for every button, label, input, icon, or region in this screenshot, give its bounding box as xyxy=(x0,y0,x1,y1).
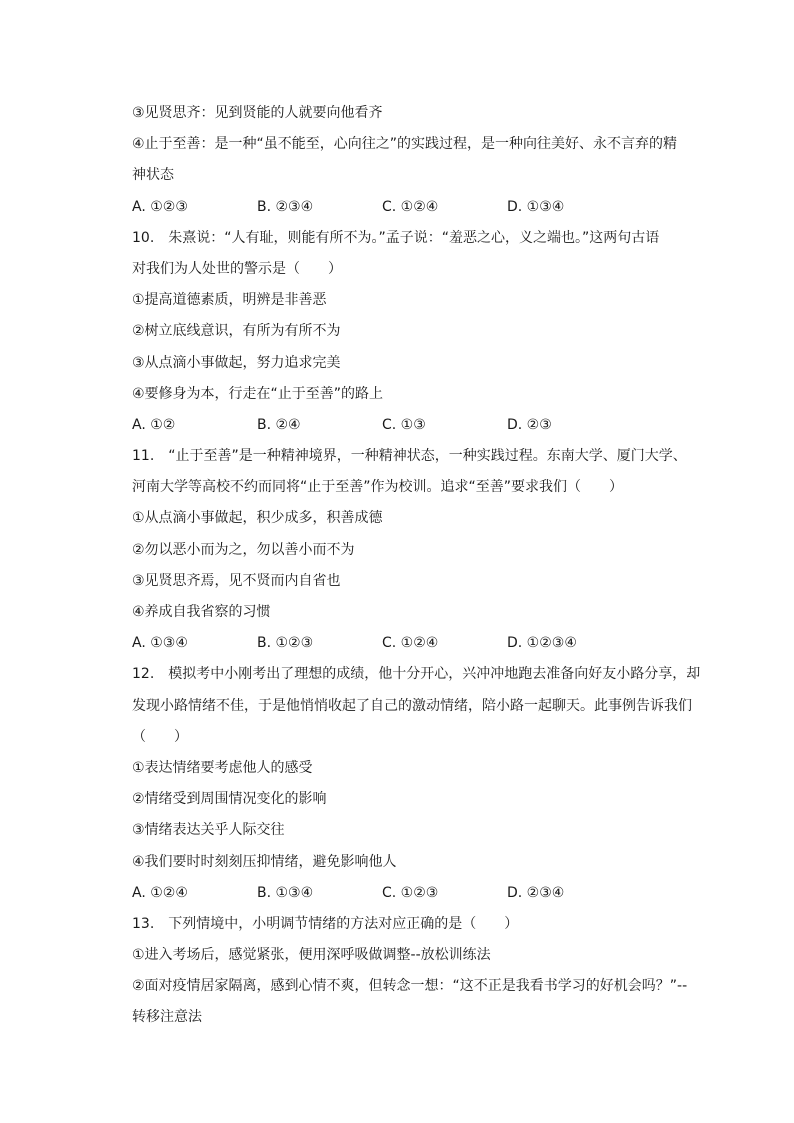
option-c[interactable]: C. ①②④ xyxy=(382,635,439,652)
question-12 xyxy=(132,659,701,909)
question-12-stem-line-3: （ ） xyxy=(132,728,188,745)
question-12-item-3: ③情绪表达关乎人际交往 xyxy=(132,822,285,839)
question-12-item-2: ②情绪受到周围情况变化的影响 xyxy=(132,791,327,808)
option-d[interactable]: D. ①②③④ xyxy=(507,635,577,652)
option-b[interactable]: B. ①③④ xyxy=(257,884,314,901)
option-a[interactable]: A. ①②④ xyxy=(132,884,188,901)
question-10-stem-line-2: 对我们为人处世的警示是（ ） xyxy=(132,260,342,277)
question-11-stem-line-2: 河南大学等高校不约而同将“止于至善”作为校训。追求“至善”要求我们（ ） xyxy=(132,479,624,496)
question-10-options xyxy=(132,410,692,441)
question-10-item-3: ③从点滴小事做起，努力追求完美 xyxy=(132,354,341,371)
question-12-item-4: ④我们要时时刻刻压抑情绪，避免影响他人 xyxy=(132,853,397,870)
option-b[interactable]: B. ②④ xyxy=(257,416,301,433)
question-9-tail xyxy=(132,98,692,223)
question-13-item-2: ②面对疫情居家隔离，感到心情不爽，但转念一想：“这不正是我看书学习的好机会吗？”-- xyxy=(132,978,688,995)
question-13 xyxy=(132,909,692,1034)
question-10-item-1: ①提高道德素质，明辨是非善恶 xyxy=(132,292,327,309)
question-10 xyxy=(132,223,692,441)
option-a[interactable]: A. ①③④ xyxy=(132,635,188,652)
option-c[interactable]: C. ①②③ xyxy=(382,884,439,901)
question-12-stem-line-1: 12. 模拟考中小刚考出了理想的成绩，他十分开心，兴冲冲地跑去准备向好友小路分享，却 xyxy=(132,666,701,683)
option-a[interactable]: A. ①②③ xyxy=(132,198,188,215)
option-d[interactable]: D. ①③④ xyxy=(507,198,565,215)
question-9-item-4: ④止于至善：是一种“虽不能至，心向往之”的实践过程，是一种向往美好、永不言弃的精 xyxy=(132,136,678,153)
option-d[interactable]: D. ②③④ xyxy=(507,884,565,901)
question-12-options xyxy=(132,878,692,909)
option-b[interactable]: B. ②③④ xyxy=(257,198,314,215)
question-13-stem-line-1: 13. 下列情境中，小明调节情绪的方法对应正确的是（ ） xyxy=(132,915,519,932)
question-10-item-2: ②树立底线意识，有所为有所不为 xyxy=(132,323,341,340)
question-11 xyxy=(132,441,692,659)
question-11-item-4: ④养成自我省察的习惯 xyxy=(132,604,271,620)
option-c[interactable]: C. ①②④ xyxy=(382,198,439,215)
question-9-options xyxy=(132,192,692,223)
question-11-item-1: ①从点滴小事做起，积少成多，积善成德 xyxy=(132,510,383,527)
question-9-item-3: ③见贤思齐：见到贤能的人就要向他看齐 xyxy=(132,105,383,121)
question-9-item-4-cont: 神状态 xyxy=(132,167,174,184)
question-11-item-2: ②勿以恶小而为之，勿以善小而不为 xyxy=(132,541,355,558)
question-11-options xyxy=(132,628,692,659)
question-13-item-1: ①进入考场后，感觉紧张，便用深呼吸做调整--放松训练法 xyxy=(132,947,491,964)
option-b[interactable]: B. ①②③ xyxy=(257,635,314,652)
question-11-stem-line-1: 11. “止于至善”是一种精神境界，一种精神状态，一种实践过程。东南大学、厦门大学、 xyxy=(132,448,687,465)
option-a[interactable]: A. ①② xyxy=(132,416,176,433)
question-11-item-3: ③见贤思齐焉，见不贤而内自省也 xyxy=(132,572,341,589)
question-12-item-1: ①表达情绪要考虑他人的感受 xyxy=(132,759,313,776)
option-d[interactable]: D. ②③ xyxy=(507,416,552,433)
question-12-stem-line-2: 发现小路情绪不佳，于是他悄悄收起了自己的激动情绪，陪小路一起聊天。此事例告诉我们 xyxy=(132,697,692,714)
page-content xyxy=(132,98,701,1034)
question-10-item-4: ④要修身为本，行走在“止于至善”的路上 xyxy=(132,385,384,402)
question-13-item-2-cont: 转移注意法 xyxy=(132,1009,202,1026)
option-c[interactable]: C. ①③ xyxy=(382,416,426,433)
question-10-stem-line-1: 10. 朱熹说：“人有耻，则能有所不为。”孟子说：“羞恶之心，义之端也。”这两句古语 xyxy=(132,229,660,246)
